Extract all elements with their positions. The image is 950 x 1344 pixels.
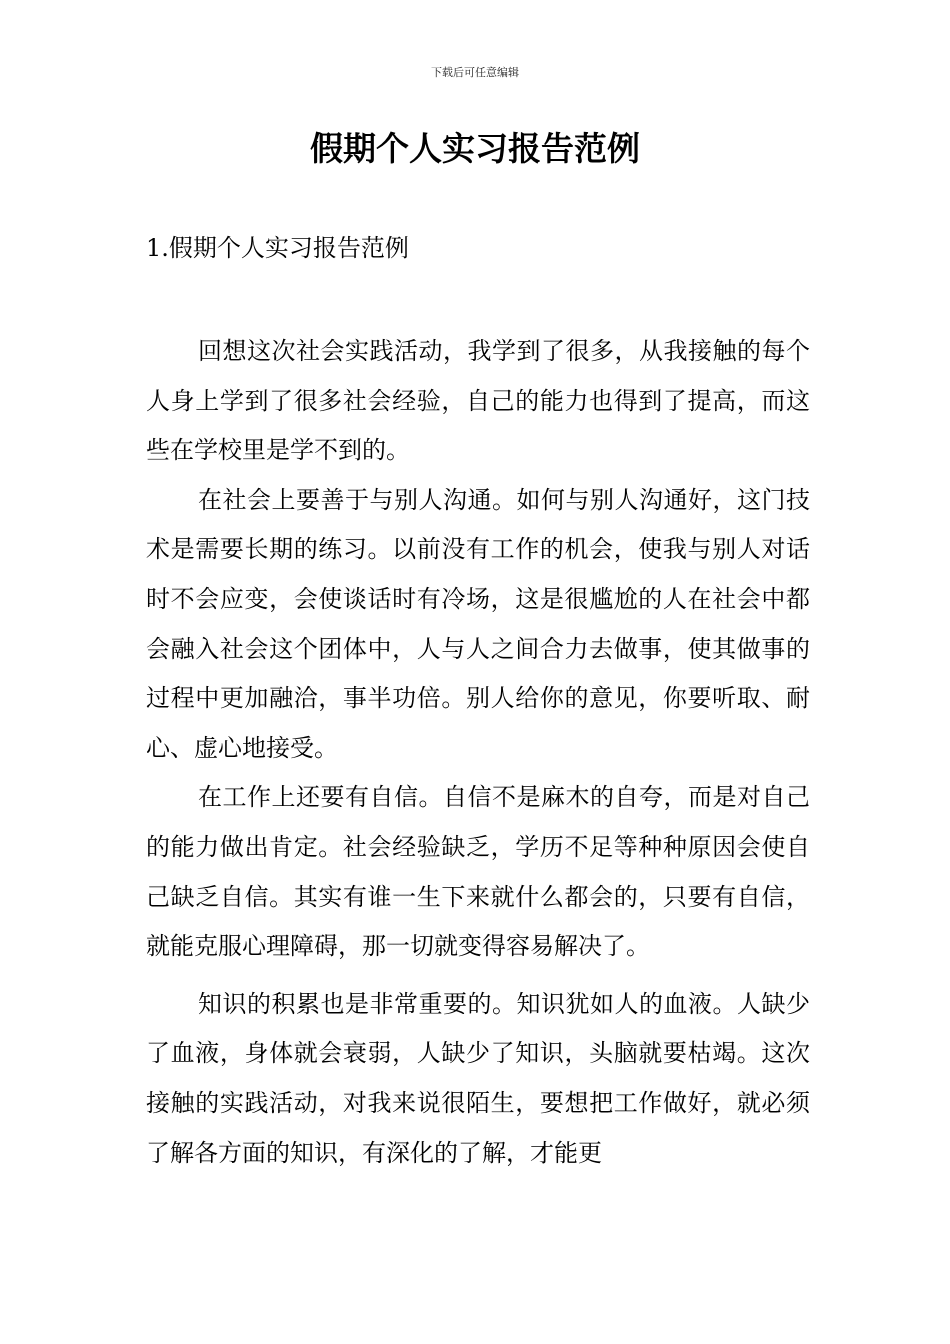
paragraph: 在工作上还要有自信。自信不是麻木的自夸，而是对自己的能力做出肯定。社会经验缺乏，学历不足等种种原因会使自己缺乏自信。其实有谁一生下来就什么都会的，只要有自信，就能克服心理障碍，那一切就变得容易解决了。: [146, 783, 810, 961]
paragraph: 回想这次社会实践活动，我学到了很多，从我接触的每个人身上学到了很多社会经验，自己的能力也得到了提高，而这些在学校里是学不到的。: [146, 337, 810, 465]
header-note: 下载后可任意编辑: [431, 66, 519, 79]
body-text: [146, 327, 810, 1178]
section-heading: 1.假期个人实习报告范例: [146, 234, 409, 262]
paragraph: 知识的积累也是非常重要的。知识犹如人的血液。人缺少了血液，身体就会衰弱，人缺少了知识，头脑就要枯竭。这次接触的实践活动，对我来说很陌生，要想把工作做好，就必须了解各方面的知识，有深化的了解，才能更: [146, 989, 810, 1167]
paragraph: 在社会上要善于与别人沟通。如何与别人沟通好，这门技术是需要长期的练习。以前没有工作的机会，使我与别人对话时不会应变，会使谈话时有冷场，这是很尴尬的人在社会中都会融入社会这个团体中，人与人之间合力去做事，使其做事的过程中更加融洽，事半功倍。别人给你的意见，你要听取、耐心、虚心地接受。: [146, 485, 810, 762]
document-title: 假期个人实习报告范例: [310, 129, 640, 168]
